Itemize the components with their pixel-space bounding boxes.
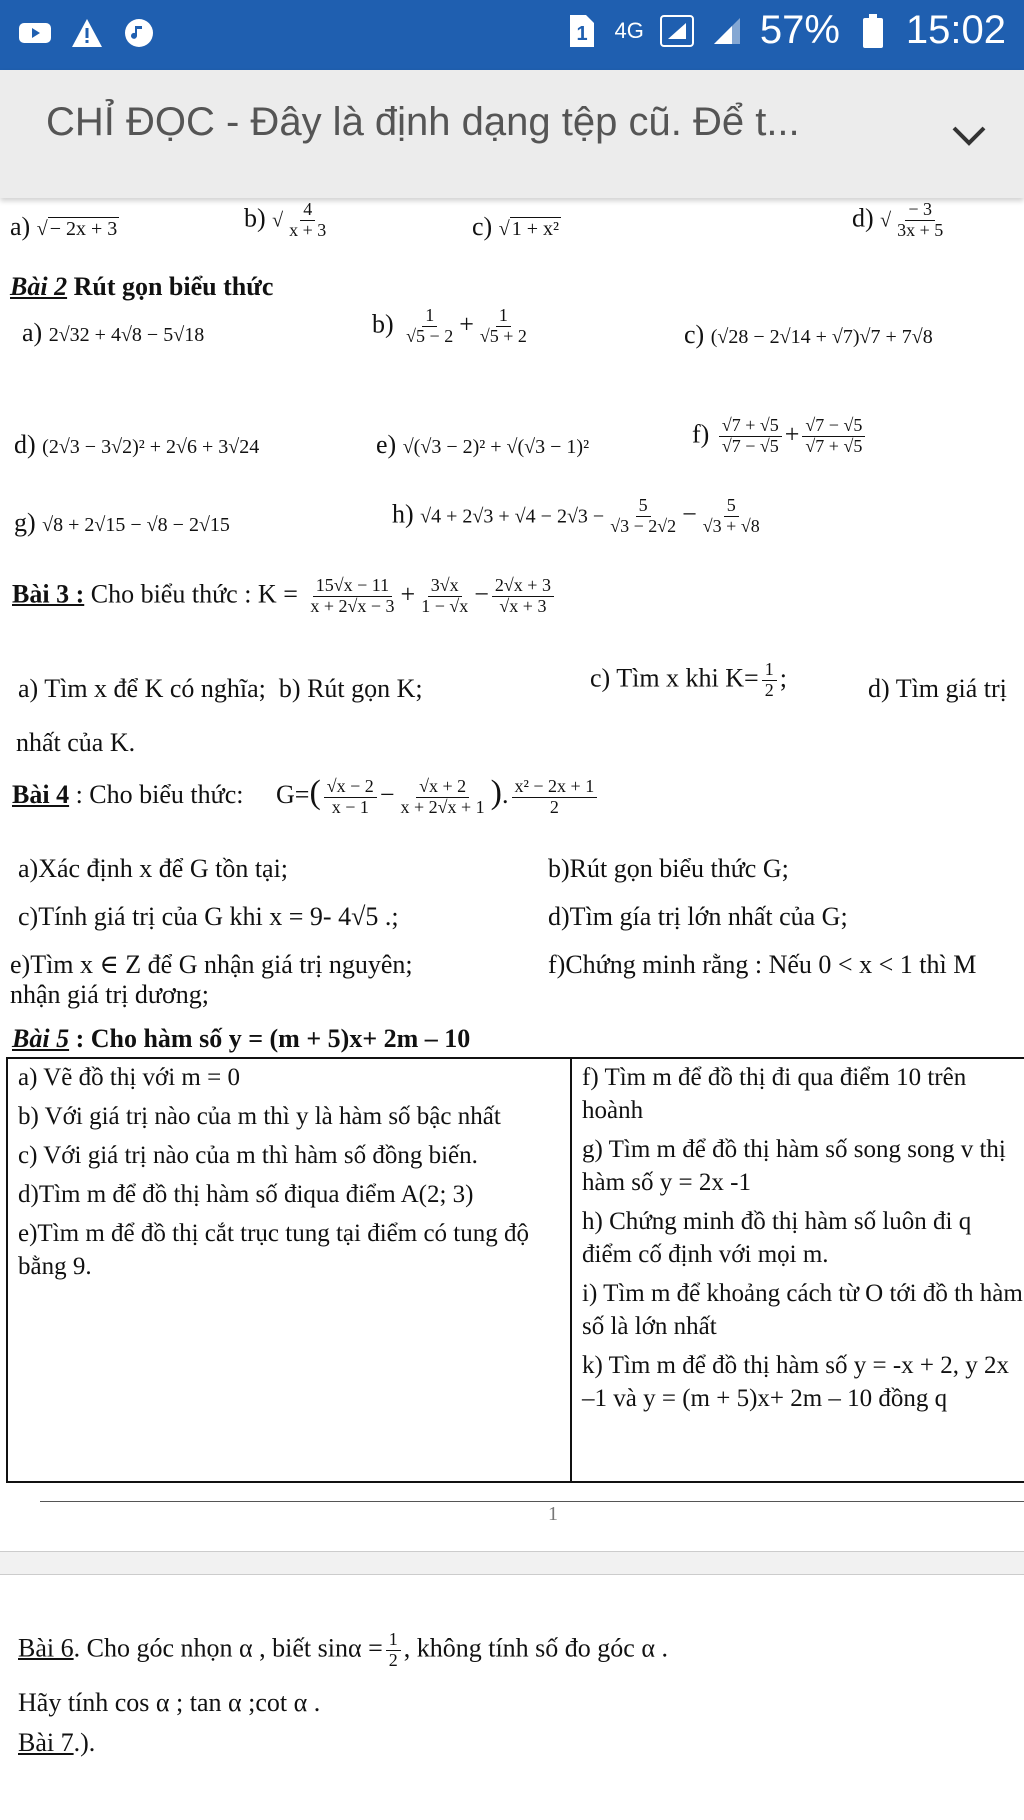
bai4-qd: d)Tìm gía trị lớn nhất của G; bbox=[548, 902, 848, 931]
bai5-e: e)Tìm m để đồ thị cắt trục tung tại điểm có tung độ bằng 9. bbox=[18, 1220, 529, 1280]
item-a: a) √ − 2x + 3 bbox=[10, 212, 118, 241]
bai6-line2: Hãy tính cos α ; tan α ;cot α . bbox=[18, 1688, 321, 1717]
signal-icon bbox=[660, 14, 694, 48]
bai2-c: c) (√28 − 2√14 + √7)√7 + 7√8 bbox=[684, 320, 933, 349]
bai2-heading: Bài 2 Rút gọn biểu thức bbox=[10, 272, 274, 301]
bai3-qa-qb: a) Tìm x để K có nghĩa; b) Rút gọn K; bbox=[18, 674, 423, 703]
bai5-c: c) Với giá trị nào của m thì hàm số đồng biến. bbox=[18, 1142, 478, 1169]
bai5-left-cell bbox=[7, 1058, 571, 1482]
bai2-e: e) √(√3 − 2)² + √(√3 − 1)² bbox=[376, 430, 590, 459]
bai5-k: k) Tìm m để đồ thị hàm số y = -x + 2, y 2x –1 và y = (m + 5)x+ 2m – 10 đồng q bbox=[582, 1352, 1010, 1412]
bai2-b: b) $\frac{1}{√5 - 2}$ + $\frac{1}{√5 + 2}$ bbox=[372, 305, 527, 346]
page-number: 1 bbox=[548, 1503, 558, 1525]
network-4g-icon: 4G bbox=[614, 17, 644, 43]
bai5-a: a) Vẽ đồ thị với m = 0 bbox=[18, 1064, 240, 1091]
bai2-a: a) 2√32 + 4√8 − 5√18 bbox=[22, 318, 205, 347]
bai5-f: f) Tìm m để đồ thị đi qua điểm 10 trên hoành bbox=[582, 1064, 967, 1124]
item-c: c) √ 1 + x² bbox=[472, 212, 559, 241]
item-b: b) √ $\frac{4}{x + 3}$ bbox=[244, 199, 327, 240]
bai7-heading: Bài 7.). bbox=[18, 1728, 96, 1757]
footer-rule bbox=[40, 1501, 1024, 1502]
bai2-d: d) (2√3 − 3√2)² + 2√6 + 3√24 bbox=[14, 430, 260, 459]
bai2-f: f) $\frac{√7 + √5}{√7 - √5}$ + $\frac{√7 - √5}{√7 + √5}$ bbox=[692, 416, 868, 457]
bai4-qf-cont: nhận giá trị dương; bbox=[10, 980, 209, 1009]
document-page bbox=[0, 198, 1024, 1820]
bai3-qd-cont: nhất của K. bbox=[16, 728, 136, 757]
bai5-heading: Bài 5 : Cho hàm số y = (m + 5)x+ 2m – 10 bbox=[12, 1024, 471, 1053]
bai6-heading: Bài 6. Cho góc nhọn α , biết sinα = $\frac{1}{2}$ , không tính số đo góc α . bbox=[18, 1629, 668, 1670]
bai5-b: b) Với giá trị nào của m thì y là hàm số bậc nhất bbox=[18, 1103, 501, 1130]
bai4-qe: e)Tìm x ∈ Z để G nhận giá trị nguyên; bbox=[10, 950, 413, 979]
bai3-qd: d) Tìm giá trị bbox=[868, 674, 1007, 703]
bai2-h: h) √4 + 2√3 + √4 − 2√3 − $\frac{5}{√3 - 2√2}$ − $\frac{5}{√3 + √8}$ bbox=[392, 495, 760, 536]
banner-title: CHỈ ĐỌC - Đây là định dạng tệp cũ. Để t... bbox=[46, 100, 800, 144]
bai5-right-cell bbox=[571, 1058, 1024, 1482]
bai4-qf: f)Chứng minh rằng : Nếu 0 < x < 1 thì M bbox=[548, 950, 977, 979]
clock: 15:02 bbox=[905, 8, 1006, 52]
bai5-g: g) Tìm m để đồ thị hàm số song song v thị hàm số y = 2x -1 bbox=[582, 1136, 1006, 1196]
bai4-qc: c)Tính giá trị của G khi x = 9- 4√5 .; bbox=[18, 902, 399, 931]
sim-icon bbox=[564, 14, 598, 48]
signal-icon bbox=[710, 14, 744, 48]
bai4-qa: a)Xác định x để G tồn tại; bbox=[18, 854, 289, 883]
read-only-banner bbox=[0, 70, 1024, 198]
status-bar bbox=[0, 0, 1024, 70]
chevron-down-icon[interactable] bbox=[944, 116, 994, 156]
bai3-heading: Bài 3 : Cho biểu thức : K = $\frac{15√x - 11}{x + 2√x - 3}$ + $\frac{3√x}{1 - √x}$ − $\frac{2√x + 3}{√x + 3}$ bbox=[12, 576, 557, 617]
bai2-g: g) √8 + 2√15 − √8 − 2√15 bbox=[14, 508, 230, 537]
music-icon bbox=[122, 16, 156, 50]
youtube-icon bbox=[18, 16, 52, 50]
battery-icon bbox=[856, 14, 890, 48]
bai4-heading: Bài 4 : Cho biểu thức: G=( $\frac{√x - 2}{x - 1}$ − $\frac{√x + 2}{x + 2√x + 1}$ ). $\frac{\text{x² − 2x + 1}}{2}$ bbox=[12, 774, 600, 817]
bai5-d: d)Tìm m để đồ thị hàm số điqua điểm A(2; 3) bbox=[18, 1181, 474, 1208]
bai5-h: h) Chứng minh đồ thị hàm số luôn đi q điểm cố định với mọi m. bbox=[582, 1208, 972, 1268]
warning-icon bbox=[70, 16, 104, 50]
bai4-qb: b)Rút gọn biểu thức G; bbox=[548, 854, 789, 883]
page-break bbox=[0, 1551, 1024, 1575]
bai5-table bbox=[6, 1057, 1024, 1483]
item-d: d) √ $\frac{- 3}{3x + 5}$ bbox=[852, 199, 944, 240]
bai3-qc: c) Tìm x khi K= $\frac{1}{2}$ ; bbox=[590, 659, 787, 700]
bai5-i: i) Tìm m để khoảng cách từ O tới đồ th hàm số là lớn nhất bbox=[582, 1280, 1023, 1340]
svg-text:1: 1 bbox=[576, 22, 589, 45]
battery-percent: 57% bbox=[759, 8, 840, 52]
